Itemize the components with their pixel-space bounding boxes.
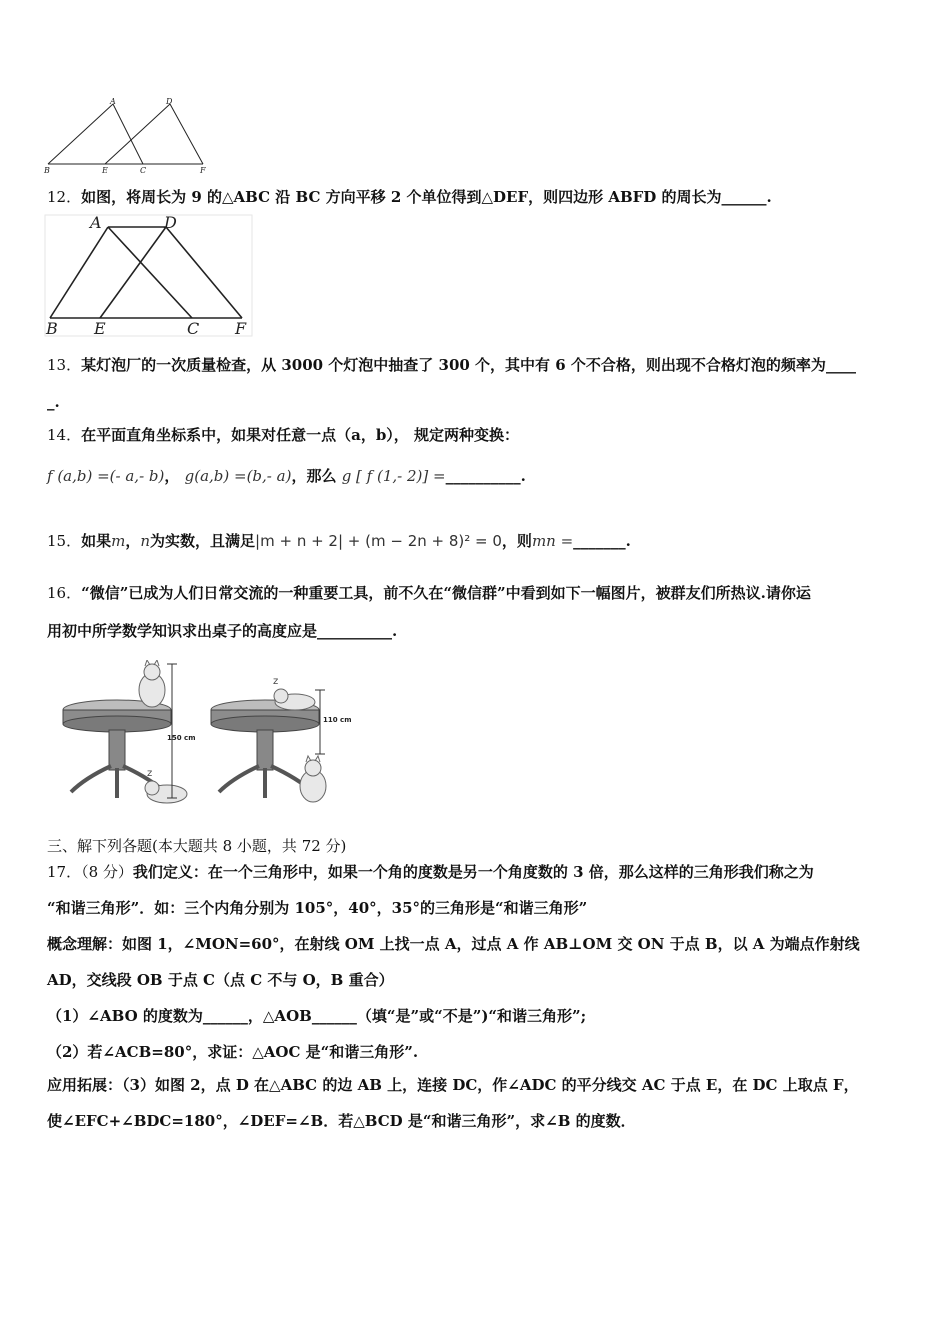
- g-transform-def: g(a,b) =(b,- a): [184, 467, 292, 485]
- question-13-continued: [47, 392, 60, 412]
- small-triangle-figure: [40, 96, 215, 176]
- question-number: 13．: [47, 356, 82, 374]
- text-if: 如果: [81, 532, 112, 550]
- question-17-part3: [47, 1075, 859, 1095]
- period: .: [520, 467, 526, 485]
- label-c: C: [187, 319, 200, 338]
- period: .: [625, 532, 631, 550]
- label-b: B: [44, 166, 50, 175]
- question-number: 15．: [47, 532, 82, 550]
- text-real: 为实数，且满足: [150, 532, 256, 550]
- question-text: 使∠EFC+∠BDC=180°，∠DEF=∠B．若△BCD 是“和谐三角形”，求∠B 的度数．: [47, 1112, 636, 1130]
- composed-expression: g [ f (1,- 2)] =: [341, 467, 446, 485]
- question-number: 14．: [47, 426, 82, 444]
- svg-text:z: z: [273, 676, 279, 687]
- question-15: [47, 531, 631, 551]
- answer-blank: _______: [573, 532, 626, 550]
- separator: ，: [164, 467, 180, 485]
- question-text: 应用拓展：（3）如图 2，点 D 在△ABC 的边 AB 上，连接 DC，作∠ADC 的平分线交 AC 于点 E，在 DC 上取点 F，: [47, 1076, 859, 1094]
- then-text: ，那么: [291, 467, 337, 485]
- period: .: [54, 393, 60, 411]
- question-text: 我们定义：在一个三角形中，如果一个角的度数是另一个角度数的 3 倍，那么这样的三角形我们称之为: [132, 863, 814, 881]
- question-17: [47, 862, 814, 882]
- large-triangle-figure: [44, 214, 254, 338]
- label-e: E: [94, 319, 106, 338]
- question-text: 概念理解：如图 1，∠MON=60°，在射线 OM 上找一点 A，过点 A 作 AB⊥OM 交 ON 于点 B，以 A 为端点作射线: [47, 935, 860, 953]
- label-a: A: [110, 97, 116, 106]
- label-c: C: [140, 166, 147, 175]
- equation: |m + n + 2| + (m − 2n + 8)² = 0: [255, 532, 502, 550]
- question-17-part2: [47, 1042, 418, 1062]
- question-number: 16．: [47, 584, 82, 602]
- label-f: F: [235, 319, 247, 338]
- question-17-part1: [47, 1006, 586, 1026]
- answer-blank: ____: [825, 356, 856, 374]
- answer-blank: ______: [721, 188, 767, 206]
- table-cat-photo: [55, 660, 365, 810]
- question-16: [47, 583, 811, 603]
- comma: ，: [125, 532, 141, 550]
- answer-blank: ______: [311, 1007, 357, 1025]
- question-17-line2: [47, 898, 587, 918]
- f-transform-def: f (a,b) =(- a,- b): [47, 467, 165, 485]
- question-text: “和谐三角形”．如：三个内角分别为 105°，40°，35°的三角形是“和谐三角形”: [47, 899, 588, 917]
- question-text: 某灯泡厂的一次质量检查，从 3000 个灯泡中抽查了 300 个，其中有 6 个不合格，则出现不合格灯泡的频率为: [81, 356, 826, 374]
- question-14-formulas: [47, 466, 526, 486]
- question-13: [47, 355, 856, 375]
- label-d: D: [164, 214, 177, 232]
- height-label-left: 150 cm: [167, 734, 196, 742]
- question-17-line4: [47, 970, 394, 990]
- question-text: ，△AOB: [247, 1007, 312, 1025]
- answer-blank-cont: _: [47, 393, 55, 411]
- var-m: m: [111, 532, 126, 550]
- svg-text:z: z: [147, 768, 153, 779]
- question-number: 12．: [47, 188, 82, 206]
- period: .: [392, 622, 398, 640]
- question-text: （1）∠ABO 的度数为: [47, 1007, 203, 1025]
- section-3-title: [47, 836, 346, 856]
- period: .: [766, 188, 772, 206]
- question-text: （2）若∠ACB=80°，求证：△AOC 是“和谐三角形”.: [47, 1043, 419, 1061]
- label-e: E: [102, 166, 108, 175]
- label-f: F: [200, 166, 206, 175]
- question-text: AD，交线段 OB 于点 C（点 C 不与 O，B 重合）: [47, 971, 394, 989]
- answer-blank: __________: [445, 467, 521, 485]
- question-text: “微信”已成为人们日常交流的一种重要工具，前不久在“微信群”中看到如下一幅图片，被群友们所热议.请你运: [81, 584, 811, 602]
- label-d: D: [166, 97, 173, 106]
- question-17-line3: [47, 934, 860, 954]
- question-16-continued: [47, 621, 397, 641]
- question-14: [47, 425, 519, 445]
- question-17-part3-cont: [47, 1111, 636, 1131]
- question-text: 用初中所学数学知识求出桌子的高度应是: [47, 622, 318, 640]
- question-12: [47, 187, 772, 207]
- question-text: （填“是”或“不是”)“和谐三角形”;: [356, 1007, 587, 1025]
- question-text: 如图，将周长为 9 的△ABC 沿 BC 方向平移 2 个单位得到△DEF，则四边形 ABFD 的周长为: [81, 188, 722, 206]
- answer-blank: ______: [202, 1007, 248, 1025]
- question-number: 17．（8 分）: [47, 863, 133, 881]
- label-b: B: [46, 319, 58, 338]
- height-label-right: 110 cm: [323, 716, 352, 724]
- expr-mn: mn =: [531, 532, 574, 550]
- section-title-text: 三、解下列各题(本大题共 8 小题，共 72 分): [47, 837, 347, 855]
- label-a: A: [90, 214, 102, 232]
- answer-blank: __________: [317, 622, 393, 640]
- question-text: 在平面直角坐标系中，如果对任意一点（a，b）， 规定两种变换：: [81, 426, 520, 444]
- text-then: ，则: [501, 532, 532, 550]
- var-n: n: [140, 532, 151, 550]
